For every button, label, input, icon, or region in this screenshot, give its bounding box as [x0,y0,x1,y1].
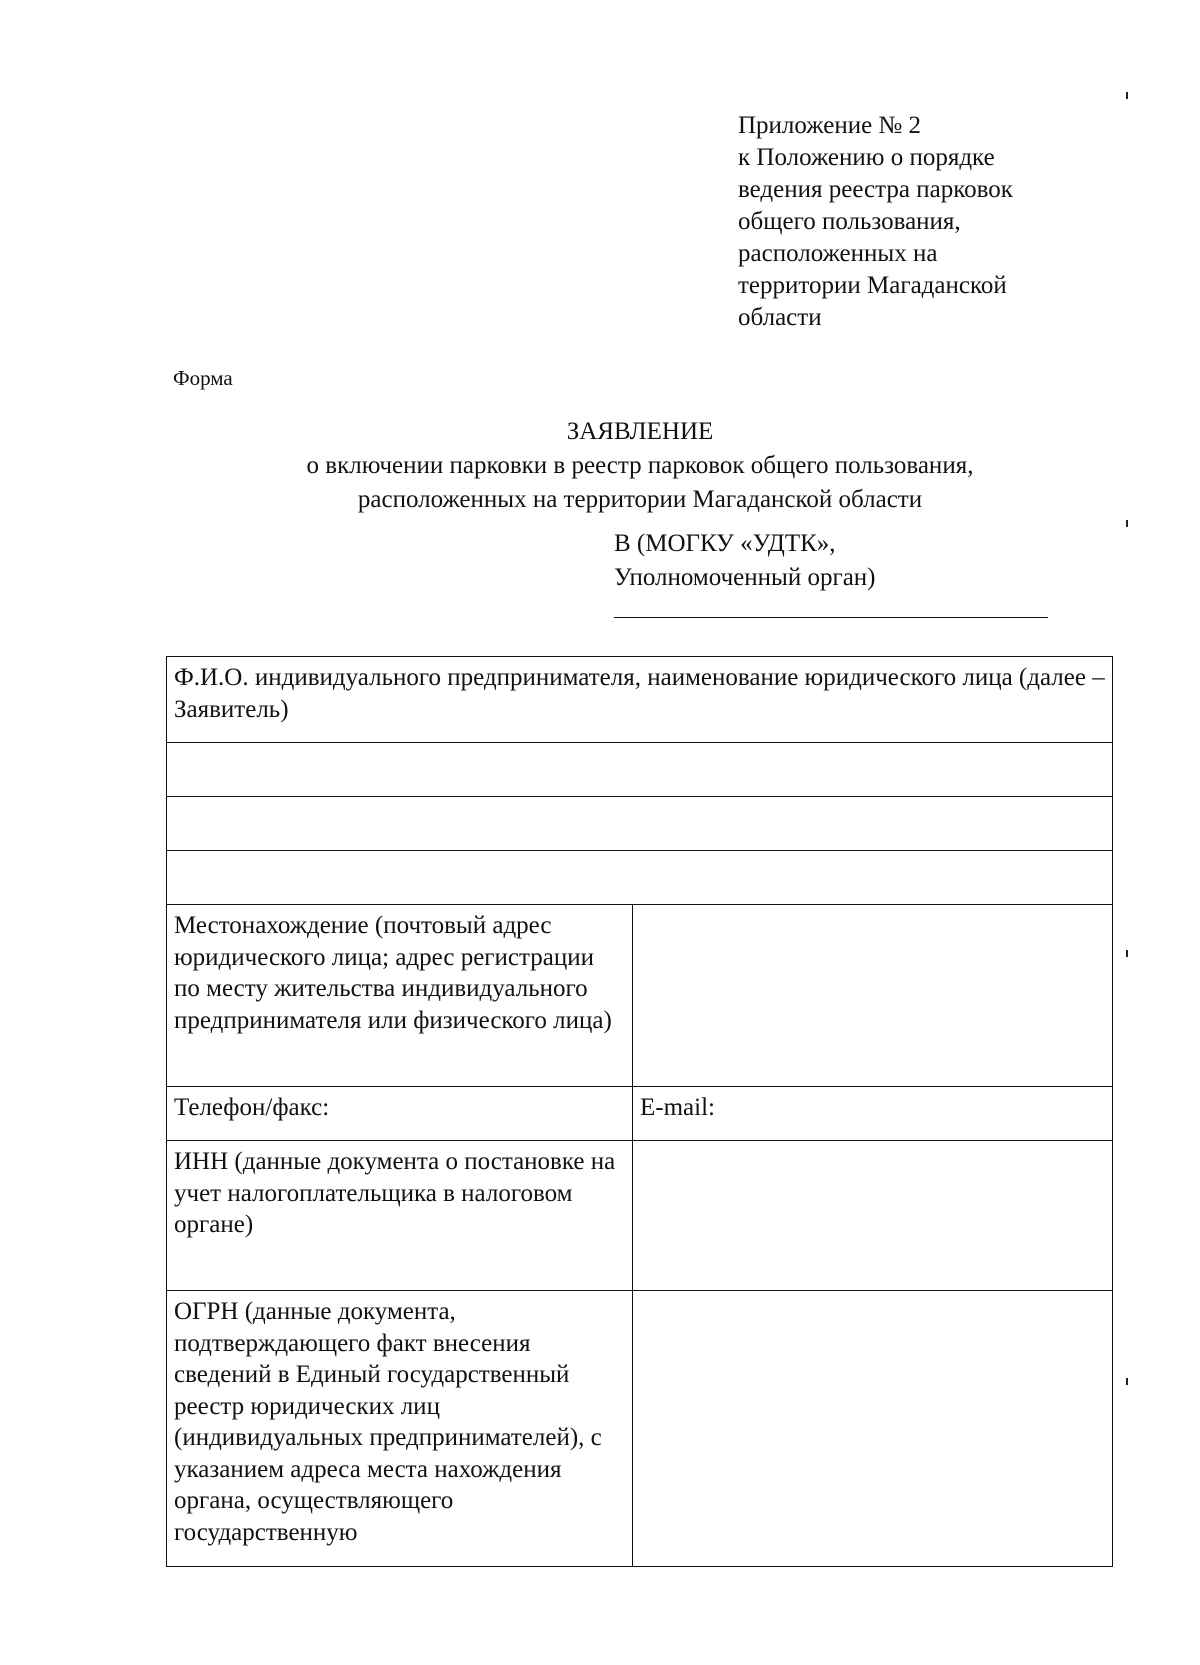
margin-mark [1126,950,1128,957]
inn-value-field[interactable] [633,1141,1113,1291]
table-row-contacts [167,1087,1113,1141]
table-row-applicant [167,657,1113,743]
margin-mark [1126,92,1128,99]
applicant-label: Ф.И.О. индивидуального предпринимателя, наименование юридического лица (далее – Заявитель) [167,657,1113,743]
email-field[interactable]: E-mail: [633,1087,1113,1141]
document-subtitle-line-2: расположенных на территории Магаданской области [357,486,923,513]
application-form-table [166,656,1113,1567]
appendix-line: территории Магаданской [738,272,1007,299]
form-label: Форма [173,366,233,390]
appendix-block [738,110,1098,334]
inn-label: ИНН (данные документа о постановке на учет налогоплательщика в налоговом органе) [167,1141,633,1291]
table-row-ogrn [167,1291,1113,1567]
recipient-signature-line[interactable] [614,617,1048,618]
margin-mark [1126,520,1128,527]
appendix-line: расположенных на [738,240,938,267]
recipient-line-1: В (МОГКУ «УДТК», [614,530,836,557]
applicant-entry-field-2[interactable] [167,797,1113,851]
applicant-entry-field-3[interactable] [167,851,1113,905]
applicant-entry-field-1[interactable] [167,743,1113,797]
appendix-line: области [738,304,822,331]
ogrn-label: ОГРН (данные документа, подтверждающего факт внесения сведений в Единый государственный реестр юридических лиц (индивидуальных предпринимателей), с указанием адреса места нахождения органа, осуществляющего государственную [167,1291,633,1567]
recipient-line-2: Уполномоченный орган) [614,564,876,591]
location-value-field[interactable] [633,905,1113,1087]
appendix-line: общего пользования, [738,208,961,235]
table-row-blank [167,851,1113,905]
table-row-blank [167,743,1113,797]
ogrn-value-field[interactable] [633,1291,1113,1567]
appendix-line: ведения реестра парковок [738,176,1013,203]
phone-fax-field[interactable]: Телефон/факс: [167,1087,633,1141]
margin-mark [1126,1378,1128,1385]
recipient-block [614,527,876,595]
appendix-line: к Положению о порядке [738,144,995,171]
table-row-inn [167,1141,1113,1291]
table-row-location [167,905,1113,1087]
location-label: Местонахождение (почтовый адрес юридического лица; адрес регистрации по месту жительства индивидуального предпринимателя или физического лица) [167,905,633,1087]
document-subtitle-line-1: о включении парковки в реестр парковок общего пользования, [306,452,974,479]
document-title: ЗАЯВЛЕНИЕ [566,418,714,445]
appendix-line: Приложение № 2 [738,112,922,139]
table-row-blank [167,797,1113,851]
